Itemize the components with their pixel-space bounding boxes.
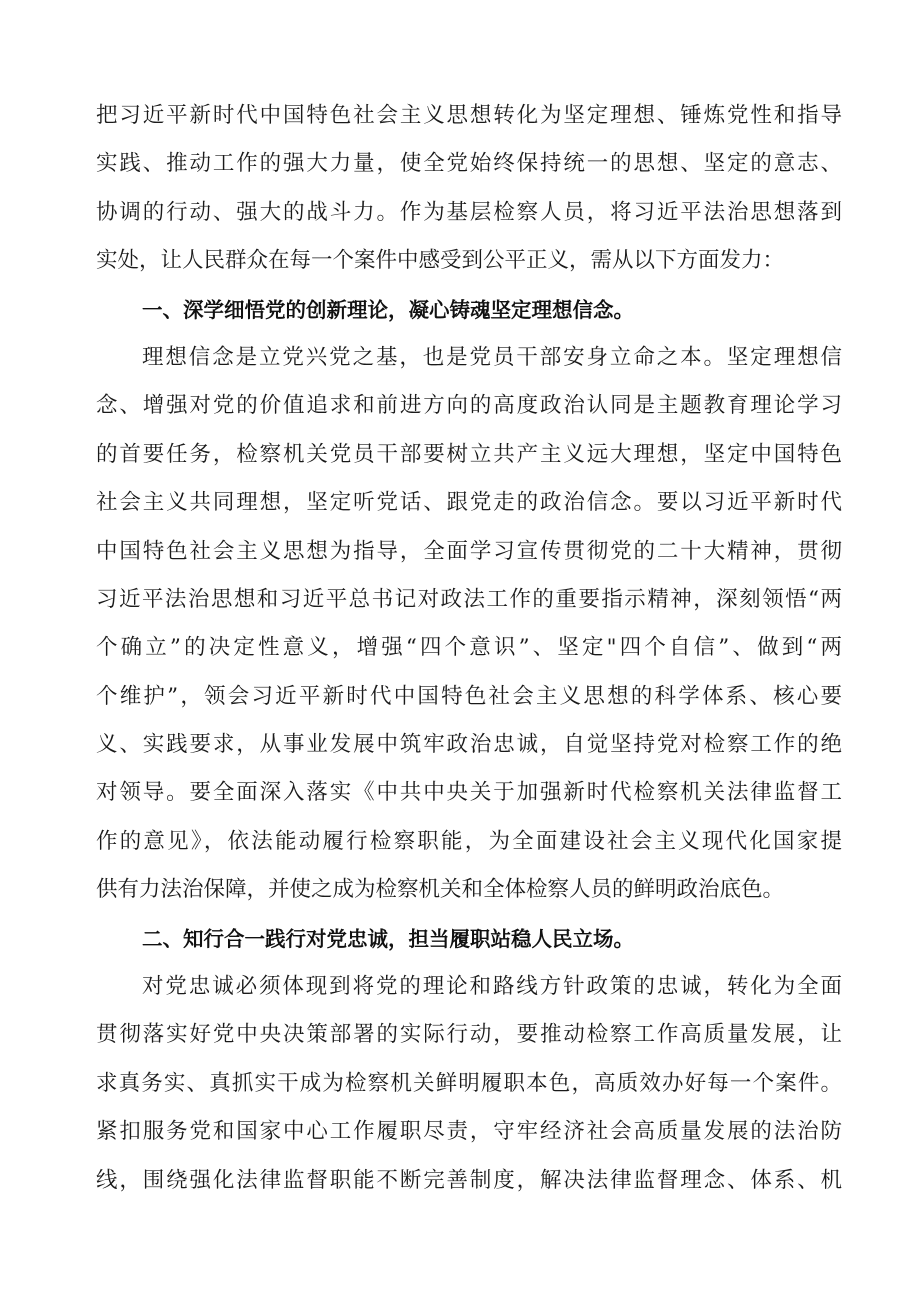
paragraph-line: 义、实践要求，从事业发展中筑牢政治忠诚，自觉坚持党对检察工作的绝	[96, 732, 842, 758]
paragraph-line: 供有力法治保障，并使之成为检察机关和全体检察人员的鲜明政治底色。	[96, 877, 785, 903]
paragraph-line: 中国特色社会主义思想为指导，全面学习宣传贯彻党的二十大精神，贯彻	[96, 538, 842, 564]
paragraph-line: 作的意见》，依法能动履行检察职能，为全面建设社会主义现代化国家提	[96, 828, 842, 854]
paragraph-line: 实处，让人民群众在每一个案件中感受到公平正义，需从以下方面发力：	[96, 248, 785, 274]
paragraph-line: 对党忠诚必须体现到将党的理论和路线方针政策的忠诚，转化为全面	[142, 974, 842, 1000]
paragraph-line: 紧扣服务党和国家中心工作履职尽责，守牢经济社会高质量发展的法治防	[96, 1119, 842, 1145]
paragraph-line: 贯彻落实好党中央决策部署的实际行动，要推动检察工作高质量发展，让	[96, 1022, 842, 1048]
section-heading-2: 二、知行合一践行对党忠诚，担当履职站稳人民立场。	[142, 926, 634, 951]
paragraph-line: 理想信念是立党兴党之基，也是党员干部安身立命之本。坚定理想信	[142, 344, 842, 370]
document-body	[96, 97, 842, 1210]
paragraph-line: 的首要任务，检察机关党员干部要树立共产主义远大理想，坚定中国特色	[96, 441, 842, 467]
paragraph-line: 协调的行动、强大的战斗力。作为基层检察人员，将习近平法治思想落到	[96, 199, 842, 225]
paragraph-line: 实践、推动工作的强大力量，使全党始终保持统一的思想、坚定的意志、	[96, 151, 842, 177]
paragraph-line: 习近平法治思想和习近平总书记对政法工作的重要指示精神，深刻领悟“两	[96, 586, 842, 612]
paragraph-line: 念、增强对党的价值追求和前进方向的高度政治认同是主题教育理论学习	[96, 393, 842, 419]
paragraph-line: 线，围绕强化法律监督职能不断完善制度，解决法律监督理念、体系、机	[96, 1167, 842, 1193]
paragraph-line: 社会主义共同理想，坚定听党话、跟党走的政治信念。要以习近平新时代	[96, 490, 842, 516]
paragraph-line: 把习近平新时代中国特色社会主义思想转化为坚定理想、锤炼党性和指导	[96, 103, 842, 128]
paragraph-line: 个确立”的决定性意义，增强“四个意识”、坚定"四个自信”、做到“两	[96, 635, 842, 661]
paragraph-line: 对领导。要全面深入落实《中共中央关于加强新时代检察机关法律监督工	[96, 780, 842, 806]
paragraph-line: 求真务实、真抓实干成为检察机关鲜明履职本色，高质效办好每一个案件。	[96, 1070, 842, 1096]
paragraph-line: 个维护”，领会习近平新时代中国特色社会主义思想的科学体系、核心要	[96, 683, 842, 709]
section-heading-1: 一、深学细悟党的创新理论，凝心铸魂坚定理想信念。	[142, 297, 634, 322]
